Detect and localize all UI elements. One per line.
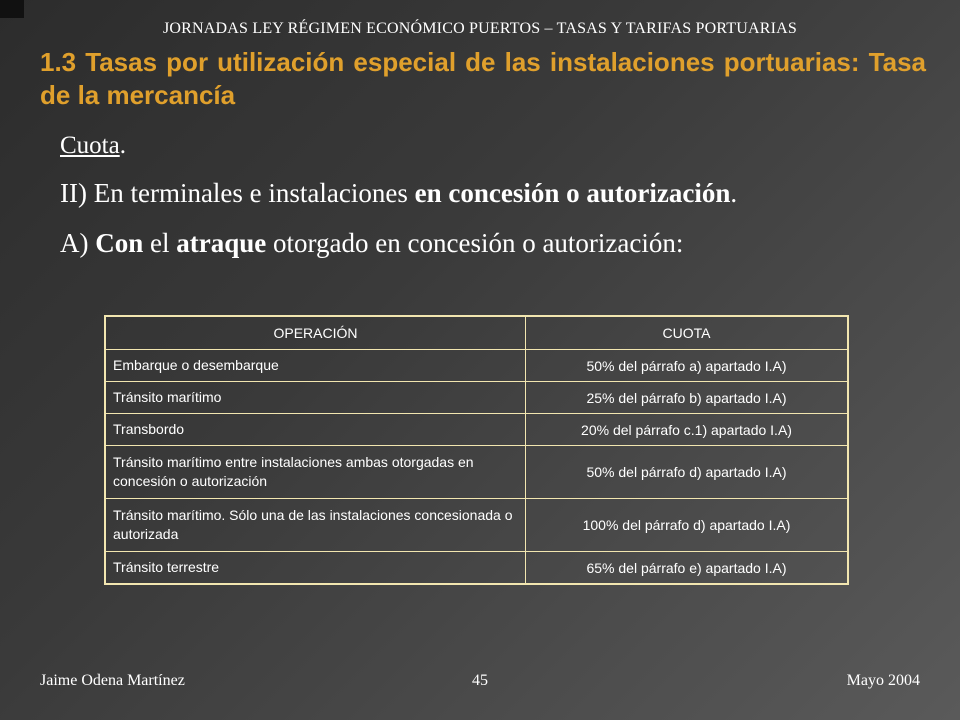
corner-mark xyxy=(0,0,24,18)
line2-bold: en concesión o autorización xyxy=(414,178,731,208)
footer-date: Mayo 2004 xyxy=(846,672,920,689)
operation-cell: Embarque o desembarque xyxy=(105,350,526,382)
fee-cell: 50% del párrafo d) apartado I.A) xyxy=(526,446,849,499)
operation-cell: Transbordo xyxy=(105,414,526,446)
header-operacion: OPERACIÓN xyxy=(105,316,526,350)
fee-cell: 20% del párrafo c.1) apartado I.A) xyxy=(526,414,849,446)
line3-bold-con: Con xyxy=(95,228,144,258)
slide-body xyxy=(60,132,920,278)
footer-author: Jaime Odena Martínez xyxy=(40,672,185,689)
header-cuota: CUOTA xyxy=(526,316,849,350)
operation-cell: Tránsito terrestre xyxy=(105,552,526,585)
fee-cell: 65% del párrafo e) apartado I.A) xyxy=(526,552,849,585)
body-line-concesion xyxy=(60,178,920,209)
operation-cell: Tránsito marítimo xyxy=(105,382,526,414)
body-line-atraque xyxy=(60,228,920,259)
operation-cell: Tránsito marítimo entre instalaciones ambas otorgadas en concesión o autorización xyxy=(105,446,526,499)
line3-prefix: A) xyxy=(60,228,96,258)
line3-suffix: otorgado en concesión o autorización: xyxy=(266,228,684,258)
body-line-cuota xyxy=(60,132,920,160)
cuota-word: Cuota xyxy=(60,132,120,159)
slide-header: JORNADAS LEY RÉGIMEN ECONÓMICO PUERTOS – TASAS Y TARIFAS PORTUARIAS xyxy=(162,20,798,37)
line3-bold-atraque: atraque xyxy=(176,228,267,258)
line2-suffix: . xyxy=(730,178,738,208)
table-row xyxy=(105,414,848,446)
table-row xyxy=(105,446,848,499)
table-row xyxy=(105,350,848,382)
table-row xyxy=(105,552,848,585)
table-row xyxy=(105,382,848,414)
fee-cell: 50% del párrafo a) apartado I.A) xyxy=(526,350,849,382)
table-header-row xyxy=(105,316,848,350)
table-row xyxy=(105,499,848,552)
operation-cell: Tránsito marítimo. Sólo una de las instalaciones concesionada o autorizada xyxy=(105,499,526,552)
fee-cell: 100% del párrafo d) apartado I.A) xyxy=(526,499,849,552)
line3-mid: el xyxy=(143,228,177,258)
line2-prefix: II) En terminales e instalaciones xyxy=(60,178,415,208)
footer-page-number: 45 xyxy=(472,672,488,689)
slide-title: 1.3 Tasas por utilización especial de las instalaciones portuarias: Tasa de la mercancía xyxy=(40,47,926,111)
fees-table xyxy=(104,315,849,585)
cuota-rest: . xyxy=(119,132,126,159)
fee-cell: 25% del párrafo b) apartado I.A) xyxy=(526,382,849,414)
